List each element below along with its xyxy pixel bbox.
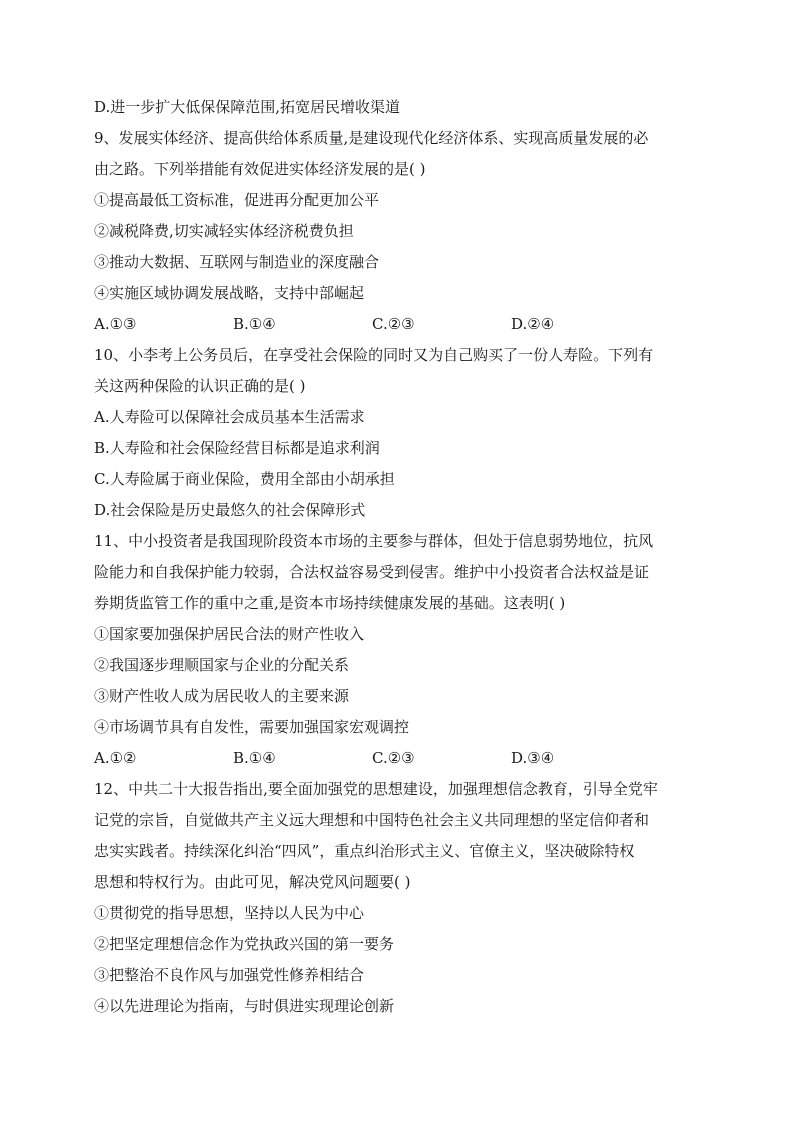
q12-statement-4: ④以先进理论为指南，与时俱进实现理论创新	[94, 997, 395, 1015]
q9-statement-3: ③推动大数据、互联网与制造业的深度融合	[94, 253, 380, 271]
q11-statement-1: ①国家要加强保护居民合法的财产性收入	[94, 625, 365, 643]
q8-option-d: D.进一步扩大低保保障范围,拓宽居民增收渠道	[94, 98, 401, 116]
q9-choice-b: B.①④	[233, 315, 276, 333]
q10-stem-line-1: 10、小李考上公务员后，在享受社会保险的同时又为自己购买了一份人寿险。下列有	[94, 346, 654, 364]
page-content	[94, 92, 700, 1022]
q9-choice-a: A.①③	[94, 315, 137, 333]
q12-stem-line-1: 12、中共二十大报告指出,要全面加强党的思想建设，加强理想信念教育，引导全党牢	[94, 780, 658, 798]
q12-statement-2: ②把坚定理想信念作为党执政兴国的第一要务	[94, 935, 395, 953]
q9-statement-1: ①提高最低工资标准，促进再分配更加公平	[94, 191, 380, 209]
q9-statement-4: ④实施区域协调发展战略，支持中部崛起	[94, 284, 365, 302]
q11-stem-line-3: 券期货监管工作的重中之重,是资本市场持续健康发展的基础。这表明( )	[94, 594, 566, 612]
q11-stem-line-1: 11、中小投资者是我国现阶段资本市场的主要参与群体，但处于信息弱势地位，抗风	[94, 532, 654, 550]
q9-choice-c: C.②③	[372, 315, 415, 333]
q9-choice-d: D.②④	[511, 315, 555, 333]
question-9	[94, 123, 700, 340]
q11-statement-4: ④市场调节具有自发性，需要加强国家宏观调控	[94, 718, 410, 736]
q10-stem-line-2: 关这两种保险的认识正确的是( )	[94, 377, 306, 395]
q12-stem-line-4: 思想和特权行为。由此可见，解决党风问题要( )	[94, 873, 411, 891]
q12-stem-line-2: 记党的宗旨，自觉做共产主义远大理想和中国特色社会主义共同理想的坚定信仰者和	[94, 811, 650, 829]
q10-option-c: C.人寿险属于商业保险，费用全部由小胡承担	[94, 470, 395, 488]
q10-option-d: D.社会保险是历史最悠久的社会保障形式	[94, 501, 366, 519]
q11-stem-line-2: 险能力和自我保护能力较弱，合法权益容易受到侵害。维护中小投资者合法权益是证	[94, 563, 650, 581]
q9-stem-line-1: 9、发展实体经济、提高供给体系质量,是建设现代化经济体系、实现高质量发展的必	[94, 129, 649, 147]
q12-stem-line-3: 忠实实践者。持续深化纠治“四风”，重点纠治形式主义、官僚主义，坚决破除特权	[94, 842, 635, 860]
question-12	[94, 774, 700, 1022]
q9-statement-2: ②减税降费,切实减轻实体经济税费负担	[94, 222, 354, 240]
q11-choices	[94, 743, 700, 774]
question-11	[94, 526, 700, 774]
q11-choice-a: A.①②	[94, 749, 137, 767]
q9-stem-line-2: 由之路。下列举措能有效促进实体经济发展的是( )	[94, 160, 426, 178]
q11-statement-3: ③财产性收人成为居民收人的主要来源	[94, 687, 350, 705]
q11-choice-c: C.②③	[372, 749, 415, 767]
q10-option-b: B.人寿险和社会保险经营目标都是追求利润	[94, 439, 380, 457]
q11-choice-d: D.③④	[511, 749, 555, 767]
q12-statement-1: ①贯彻党的指导思想，坚持以人民为中心	[94, 904, 365, 922]
q10-option-a: A.人寿险可以保障社会成员基本生活需求	[94, 408, 365, 426]
question-10	[94, 340, 700, 526]
q11-choice-b: B.①④	[233, 749, 276, 767]
q9-choices	[94, 309, 700, 340]
q12-statement-3: ③把整治不良作风与加强党性修养相结合	[94, 966, 365, 984]
q11-statement-2: ②我国逐步理顺国家与企业的分配关系	[94, 656, 350, 674]
